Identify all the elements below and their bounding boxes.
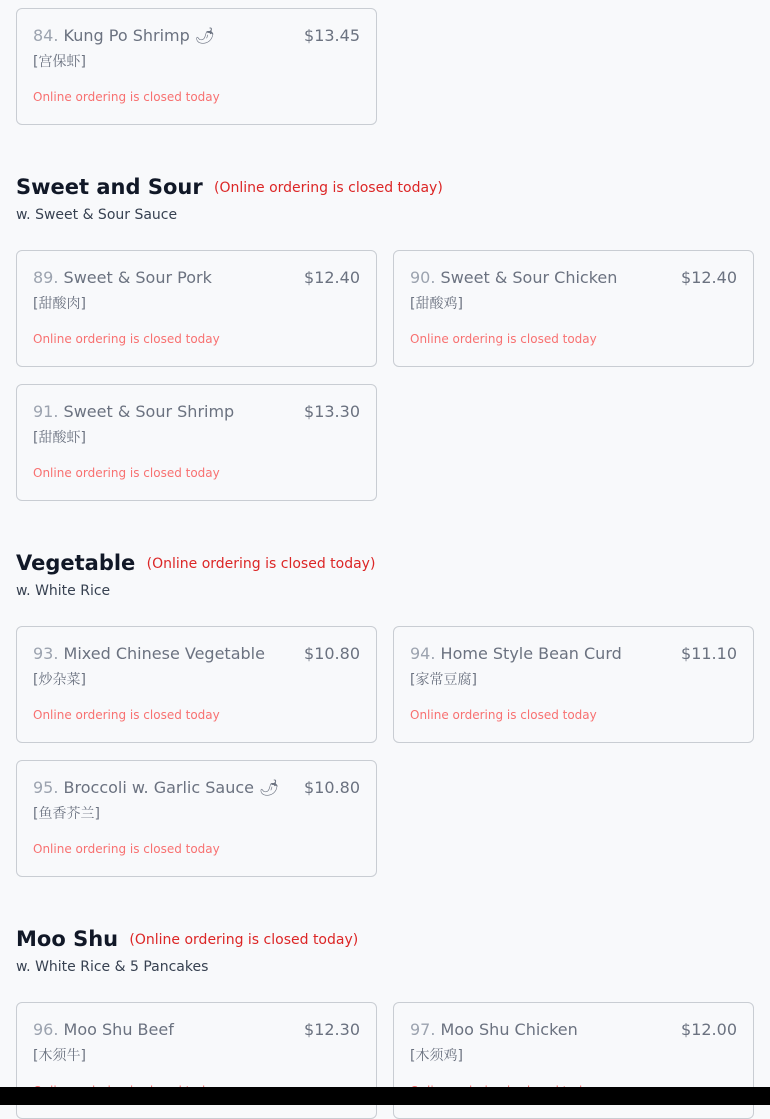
- item-name: Moo Shu Chicken: [440, 1020, 578, 1039]
- item-name: Sweet & Sour Pork: [63, 268, 212, 287]
- item-number: 96.: [33, 1020, 59, 1039]
- item-chinese-name: [木须牛]: [33, 1048, 86, 1064]
- menu-item-card[interactable]: [393, 626, 754, 743]
- item-status: Online ordering is closed today: [410, 332, 597, 346]
- item-number: 84.: [33, 26, 59, 45]
- item-price: $13.30: [304, 402, 360, 421]
- item-price: $12.30: [304, 1020, 360, 1039]
- item-name: Sweet & Sour Shrimp: [63, 402, 235, 421]
- item-number: 94.: [410, 644, 436, 663]
- bottom-bar: [0, 1087, 770, 1105]
- item-name: Kung Po Shrimp 🌶: [63, 26, 216, 45]
- item-price: $12.00: [681, 1020, 737, 1039]
- item-number: 97.: [410, 1020, 436, 1039]
- section-title: [16, 549, 375, 578]
- item-chinese-name: [木须鸡]: [410, 1048, 463, 1064]
- item-status: Online ordering is closed today: [33, 332, 220, 346]
- item-status: Online ordering is closed today: [33, 842, 220, 856]
- item-name: Moo Shu Beef: [63, 1020, 174, 1039]
- section-title: [16, 173, 443, 202]
- item-chinese-name: [鱼香芥兰]: [33, 806, 100, 822]
- item-chinese-name: [甜酸肉]: [33, 296, 86, 312]
- item-number: 93.: [33, 644, 59, 663]
- menu-item-card[interactable]: [16, 626, 377, 743]
- section-status: (Online ordering is closed today): [129, 932, 359, 948]
- item-price: $10.80: [304, 644, 360, 663]
- item-number: 91.: [33, 402, 59, 421]
- section-subtitle: w. White Rice & 5 Pancakes: [16, 959, 209, 975]
- menu-item-card[interactable]: [16, 250, 377, 367]
- menu-item-card[interactable]: [16, 8, 377, 125]
- item-price: $12.40: [304, 268, 360, 287]
- item-name: Home Style Bean Curd: [440, 644, 622, 663]
- item-number: 95.: [33, 778, 59, 797]
- item-chinese-name: [家常豆腐]: [410, 672, 477, 688]
- item-chinese-name: [炒杂菜]: [33, 672, 86, 688]
- section-status: (Online ordering is closed today): [214, 180, 443, 196]
- menu-item-card[interactable]: [16, 384, 377, 501]
- section-name: Moo Shu: [16, 927, 119, 951]
- item-chinese-name: [甜酸鸡]: [410, 296, 463, 312]
- menu-item-card[interactable]: [16, 760, 377, 877]
- item-number: 90.: [410, 268, 436, 287]
- item-price: $13.45: [304, 26, 360, 45]
- menu-item-card[interactable]: [393, 250, 754, 367]
- item-name: Broccoli w. Garlic Sauce 🌶: [63, 778, 280, 797]
- item-status: Online ordering is closed today: [33, 708, 220, 722]
- item-price: $11.10: [681, 644, 737, 663]
- section-name: Sweet and Sour: [16, 175, 203, 199]
- item-name: Mixed Chinese Vegetable: [63, 644, 265, 663]
- item-price: $12.40: [681, 268, 737, 287]
- item-chinese-name: [宫保虾]: [33, 54, 86, 70]
- item-chinese-name: [甜酸虾]: [33, 430, 86, 446]
- item-number: 89.: [33, 268, 59, 287]
- section-status: (Online ordering is closed today): [146, 556, 376, 572]
- section-subtitle: w. White Rice: [16, 583, 111, 599]
- item-price: $10.80: [304, 778, 360, 797]
- section-subtitle: w. Sweet & Sour Sauce: [16, 207, 178, 223]
- section-title: [16, 925, 358, 954]
- section-name: Vegetable: [16, 551, 136, 575]
- item-name: Sweet & Sour Chicken: [440, 268, 618, 287]
- item-status: Online ordering is closed today: [410, 708, 597, 722]
- item-status: Online ordering is closed today: [33, 90, 220, 104]
- item-status: Online ordering is closed today: [33, 466, 220, 480]
